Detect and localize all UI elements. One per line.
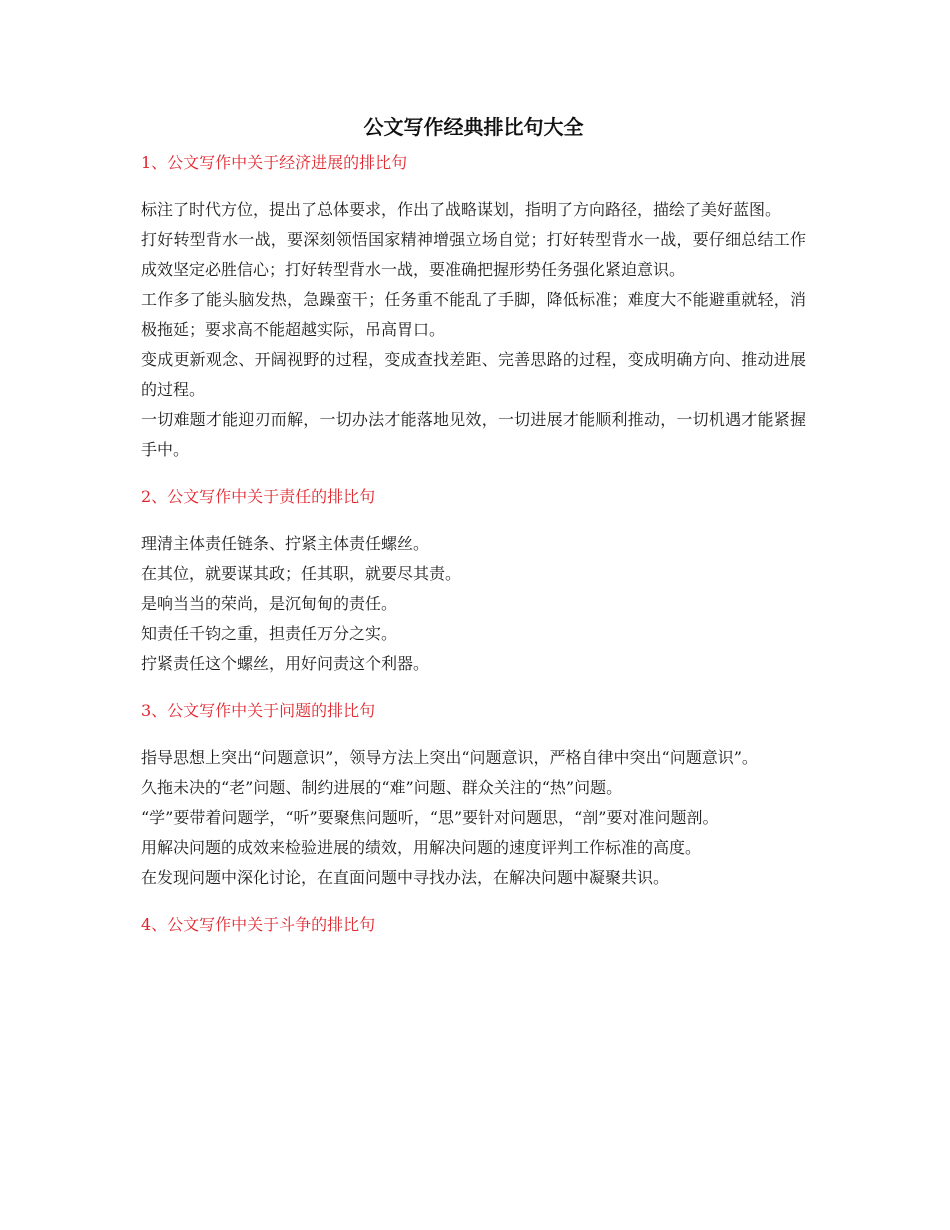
section-heading: 2、公文写作中关于责任的排比句 — [141, 487, 376, 506]
paragraph: “学”要带着问题学，“听”要聚焦问题听，“思”要针对问题思，“剖”要对准问题剖。 — [141, 808, 719, 827]
document-title: 公文写作经典排比句大全 — [363, 115, 584, 139]
paragraph: 久拖未决的“老”问题、制约进展的“难”问题、群众关注的“热”问题。 — [141, 778, 623, 797]
paragraph: 在其位，就要谋其政；任其职，就要尽其责。 — [141, 564, 462, 583]
section-heading: 3、公文写作中关于问题的排比句 — [141, 701, 376, 720]
section-heading: 1、公文写作中关于经济进展的排比句 — [141, 153, 408, 172]
paragraph: 一切难题才能迎刃而解，一切办法才能落地见效，一切进展才能顺利推动，一切机遇才能紧握手中。 — [141, 410, 806, 459]
paragraph: 打好转型背水一战，要深刻领悟国家精神增强立场自觉；打好转型背水一战，要仔细总结工作成效坚定必胜信心；打好转型背水一战，要准确把握形势任务强化紧迫意识。 — [141, 230, 806, 279]
section-struggle — [141, 910, 806, 940]
paragraph: 工作多了能头脑发热，急躁蛮干；任务重不能乱了手脚，降低标准；难度大不能避重就轻，消极拖延；要求高不能超越实际，吊高胃口。 — [141, 290, 806, 339]
section-heading: 4、公文写作中关于斗争的排比句 — [141, 915, 376, 934]
paragraph: 变成更新观念、开阔视野的过程，变成查找差距、完善思路的过程，变成明确方向、推动进展的过程。 — [141, 350, 806, 399]
paragraph: 在发现问题中深化讨论，在直面问题中寻找办法，在解决问题中凝聚共识。 — [141, 868, 670, 887]
paragraph: 理清主体责任链条、拧紧主体责任螺丝。 — [141, 534, 430, 553]
section-spacer — [141, 679, 806, 696]
section-spacer — [141, 465, 806, 482]
section-responsibility — [141, 482, 806, 679]
paragraph: 用解决问题的成效来检验进展的绩效，用解决问题的速度评判工作标准的高度。 — [141, 838, 702, 857]
section-problems — [141, 696, 806, 893]
paragraph: 知责任千钧之重，担责任万分之实。 — [141, 624, 398, 643]
paragraph: 是响当当的荣尚，是沉甸甸的责任。 — [141, 594, 398, 613]
section-spacer — [141, 893, 806, 910]
section-economic-development — [141, 148, 806, 465]
paragraph: 指导思想上突出“问题意识”，领导方法上突出“问题意识，严格自律中突出“问题意识”。 — [141, 748, 758, 767]
paragraph: 拧紧责任这个螺丝，用好问责这个利器。 — [141, 654, 430, 673]
document-content — [141, 110, 806, 957]
paragraph: 标注了时代方位，提出了总体要求，作出了战略谋划，指明了方向路径，描绘了美好蓝图。 — [141, 200, 782, 219]
